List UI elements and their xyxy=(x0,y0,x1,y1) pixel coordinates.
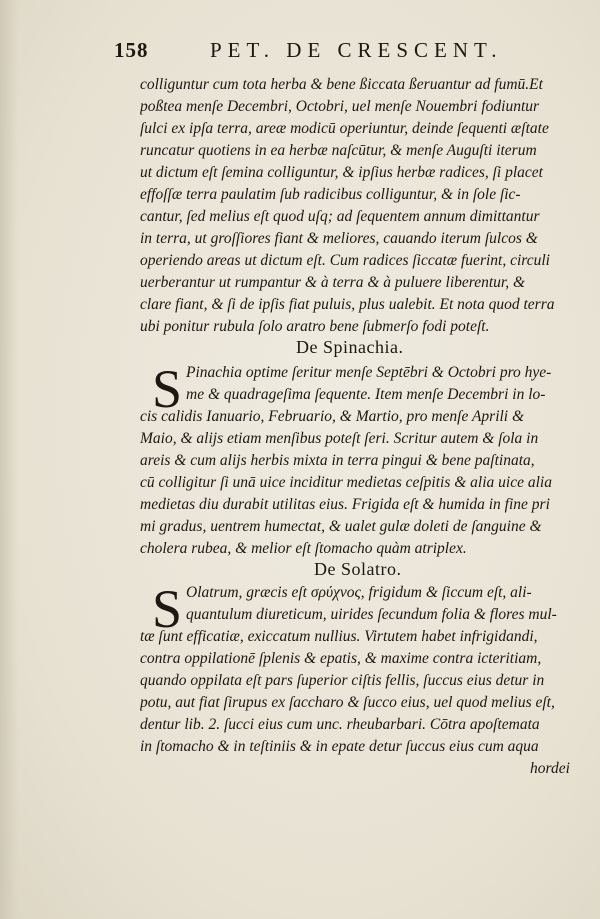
text-line: clare fiant, & ſi de ipſis fiat puluis, plus ualebit. Et nota quod terra xyxy=(140,296,555,313)
text-line: runcatur quotiens in ea herbæ naſcūtur, & menſe Auguſti iterum xyxy=(140,142,537,159)
text-line: in ſtomacho & in teſtiniis & in epate detur ſuccus eius cum aqua xyxy=(140,738,539,755)
section-heading: De Solatro. xyxy=(314,559,402,579)
text-line: Pinachia optime ſeritur menſe Septēbri & Octobri pro hye- xyxy=(186,364,552,381)
text-line: cis calidis Ianuario, Februario, & Martio, pro menſe Aprili & xyxy=(140,408,525,425)
catchword: hordei xyxy=(530,760,570,777)
text-line: quantulum diureticum, uirides ſecundum folia & flores mul- xyxy=(186,606,557,623)
text-line: mi gradus, uentrem humectat, & ualet gulæ doleti de ſanguine & xyxy=(140,518,542,535)
text-line: cū colligitur ſi unā uice inciditur medietas ceſpitis & alia uice alia xyxy=(140,474,552,491)
text-line: quando oppilata eſt pars ſuperior ciſtis fellis, ſuccus eius detur in xyxy=(140,672,545,689)
text-line: ut dictum eſt ſemina colliguntur, & ipſius herbæ radices, ſi placet xyxy=(140,164,543,181)
text-line: uerberantur ut rumpantur & à terra & à puluere liberentur, & xyxy=(140,274,526,291)
text-line: operiendo areas ut dictum eſt. Cum radices ſiccatæ fuerint, circuli xyxy=(140,252,550,269)
text-line: poßtea menſe Decembri, Octobri, uel menſe Nouembri fodiuntur xyxy=(140,98,540,115)
text-line: areis & cum alijs herbis mixta in terra pingui & bene paſtinata, xyxy=(140,452,535,469)
page-gutter-shadow xyxy=(0,0,18,919)
text-line: dentur lib. 2. ſucci eius cum unc. rheubarbari. Cōtra apoſtemata xyxy=(140,716,540,733)
drop-cap: S xyxy=(152,579,183,639)
running-title: PET. DE CRESCENT. xyxy=(210,38,503,62)
page-number: 158 xyxy=(114,38,149,62)
text-line: potu, aut fiat ſirupus ex ſaccharo & ſucco eius, uel quod melius eſt, xyxy=(140,694,555,711)
text-line: ubi ponitur rubula ſolo aratro bene ſubmerſo fodi poteſt. xyxy=(140,318,490,335)
text-line: medietas diu durabit utilitas eius. Frigida eſt & humida in fine pri xyxy=(140,496,550,513)
section-heading: De Spinachia. xyxy=(296,337,404,357)
text-line: me & quadrageſima ſequente. Item menſe Decembri in lo- xyxy=(186,386,546,403)
text-line: cholera rubea, & melior eſt ſtomacho quàm atriplex. xyxy=(140,540,467,557)
text-line: cantur, ſed melius eſt quod uſq; ad ſequentem annum dimittantur xyxy=(140,208,540,225)
text-line: effoſſæ terra paulatim ſub radicibus colliguntur, & in ſole ſic- xyxy=(140,186,521,203)
text-line: in terra, ut groſſiores fiant & meliores, cauando iterum ſulcos & xyxy=(140,230,538,247)
running-header xyxy=(114,38,514,68)
text-line: contra oppilationē ſplenis & epatis, & maxime contra icteritiam, xyxy=(140,650,542,667)
text-line: colliguntur cum tota herba & bene ßiccata ßeruantur ad fumū.Et xyxy=(140,76,543,93)
drop-cap: S xyxy=(152,359,183,419)
text-line: ſulci ex ipſa terra, areæ modicū operiuntur, deinde ſequenti æſtate xyxy=(140,120,549,137)
text-line: Olatrum, græcis eſt σρύχνος, frigidum & ſiccum eſt, ali- xyxy=(186,584,532,601)
text-line: tæ ſunt efficatiæ, exiccatum nullius. Virtutem habet infrigidandi, xyxy=(140,628,538,645)
text-line: Maio, & alijs etiam menſibus poteſt ſeri. Scritur autem & ſola in xyxy=(140,430,539,447)
